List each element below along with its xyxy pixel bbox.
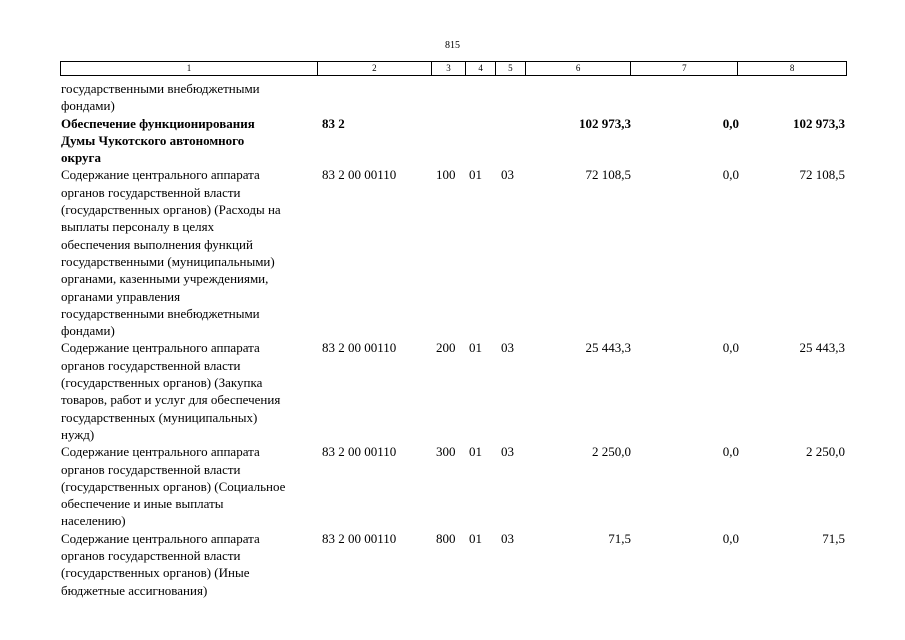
row-change: 0,0 bbox=[722, 167, 739, 183]
row-name: Содержание центрального аппарата органов государственной власти (государственных органов) (Закупка товаров, работ и услуг для обеспечения государственных (муниципальных) нужд) bbox=[61, 340, 281, 442]
row-name: Содержание центрального аппарата органов государственной власти (государственных органов) (Расходы на выплаты персоналу в целях обеспечения выполнения функций государственными (муниципальными) органами, казенными учреждениями, органами управления государственными внебюджетными фондами) bbox=[61, 167, 281, 339]
row-change: 0,0 bbox=[722, 340, 739, 356]
row-sum: 102 973,3 bbox=[579, 115, 631, 131]
row-change: 0,0 bbox=[722, 115, 739, 131]
table-row bbox=[61, 166, 847, 339]
row-change: 0,0 bbox=[722, 444, 739, 460]
header-col-5: 5 bbox=[496, 62, 526, 75]
header-col-7: 7 bbox=[631, 62, 738, 75]
page-number: 815 bbox=[445, 40, 460, 51]
row-code: 83 2 00 00110 bbox=[322, 530, 397, 546]
table-header-row bbox=[60, 61, 847, 76]
table-row bbox=[61, 80, 847, 115]
table-row bbox=[61, 115, 847, 167]
row-pr: 03 bbox=[501, 530, 514, 546]
row-name: Содержание центрального аппарата органов государственной власти (государственных органов) (Иные бюджетные ассигнования) bbox=[61, 530, 260, 598]
row-total: 72 108,5 bbox=[799, 167, 845, 183]
row-vr: 300 bbox=[436, 444, 456, 460]
row-total: 71,5 bbox=[822, 530, 845, 546]
header-col-6: 6 bbox=[526, 62, 632, 75]
row-rz: 01 bbox=[469, 530, 482, 546]
row-pr: 03 bbox=[501, 340, 514, 356]
row-pr: 03 bbox=[501, 167, 514, 183]
row-vr: 200 bbox=[436, 340, 456, 356]
row-change: 0,0 bbox=[722, 530, 739, 546]
row-rz: 01 bbox=[469, 340, 482, 356]
header-col-4: 4 bbox=[466, 62, 496, 75]
row-code: 83 2 00 00110 bbox=[322, 444, 397, 460]
row-total: 25 443,3 bbox=[799, 340, 845, 356]
row-vr: 800 bbox=[436, 530, 456, 546]
row-code: 83 2 bbox=[322, 115, 345, 131]
row-code: 83 2 00 00110 bbox=[322, 340, 397, 356]
row-rz: 01 bbox=[469, 167, 482, 183]
row-name: Обеспечение функционирования Думы Чукотского автономного округа bbox=[61, 115, 255, 166]
row-total: 102 973,3 bbox=[793, 115, 845, 131]
header-col-3: 3 bbox=[432, 62, 467, 75]
table-row bbox=[61, 443, 847, 529]
row-sum: 72 108,5 bbox=[585, 167, 631, 183]
row-name: Содержание центрального аппарата органов государственной власти (государственных органов) (Социальное обеспечение и иные выплаты населению) bbox=[61, 444, 286, 529]
header-col-2: 2 bbox=[318, 62, 432, 75]
row-code: 83 2 00 00110 bbox=[322, 167, 397, 183]
row-total: 2 250,0 bbox=[806, 444, 845, 460]
row-vr: 100 bbox=[436, 167, 456, 183]
row-sum: 71,5 bbox=[608, 530, 631, 546]
row-rz: 01 bbox=[469, 444, 482, 460]
table-row bbox=[61, 530, 847, 599]
table-body bbox=[61, 80, 847, 599]
header-col-8: 8 bbox=[789, 63, 795, 73]
row-sum: 2 250,0 bbox=[592, 444, 631, 460]
row-pr: 03 bbox=[501, 444, 514, 460]
row-name: государственными внебюджетными фондами) bbox=[61, 81, 260, 114]
row-sum: 25 443,3 bbox=[585, 340, 631, 356]
header-col-1: 1 bbox=[61, 62, 318, 75]
table-row bbox=[61, 339, 847, 443]
